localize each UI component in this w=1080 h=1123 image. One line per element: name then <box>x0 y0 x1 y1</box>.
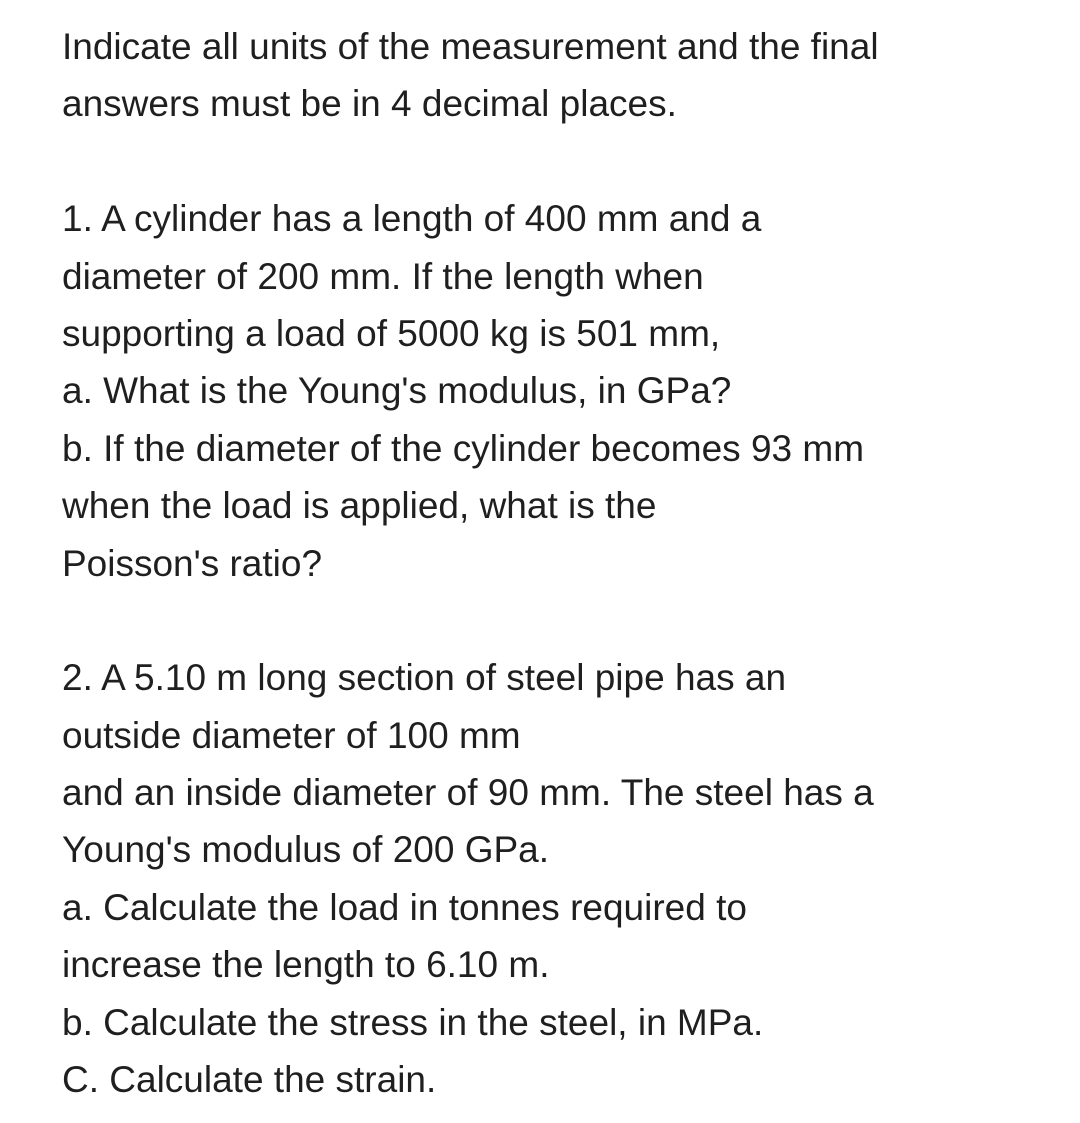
text-line: 2. A 5.10 m long section of steel pipe has an <box>62 657 787 699</box>
question-2a: a. Calculate the load in tonnes required to <box>62 886 747 928</box>
paragraph-spacer <box>62 592 1062 649</box>
text-line: Poisson's ratio? <box>62 542 323 584</box>
question-1b: b. If the diameter of the cylinder becomes 93 mm <box>62 427 865 469</box>
text-line: Indicate all units of the measurement and the final <box>62 26 879 67</box>
text-line: answers must be in 4 decimal places. <box>62 83 677 125</box>
text-line: increase the length to 6.10 m. <box>62 944 550 986</box>
problem-2 <box>62 649 1062 1108</box>
text-line: when the load is applied, what is the <box>62 485 657 527</box>
question-2c: C. Calculate the strain. <box>62 1059 437 1101</box>
text-line: supporting a load of 5000 kg is 501 mm, <box>62 312 721 354</box>
text-line: diameter of 200 mm. If the length when <box>62 255 704 297</box>
text-line: and an inside diameter of 90 mm. The steel has a <box>62 772 874 814</box>
instructions-paragraph <box>62 18 1062 133</box>
text-line: outside diameter of 100 mm <box>62 714 521 756</box>
text-line: Young's modulus of 200 GPa. <box>62 829 550 871</box>
text-line: 1. A cylinder has a length of 400 mm and a <box>62 198 762 240</box>
document-text <box>62 18 1062 1108</box>
problem-1 <box>62 190 1062 592</box>
question-1a: a. What is the Young's modulus, in GPa? <box>62 370 732 412</box>
question-2b: b. Calculate the stress in the steel, in MPa. <box>62 1001 764 1043</box>
paragraph-spacer <box>62 133 1062 190</box>
